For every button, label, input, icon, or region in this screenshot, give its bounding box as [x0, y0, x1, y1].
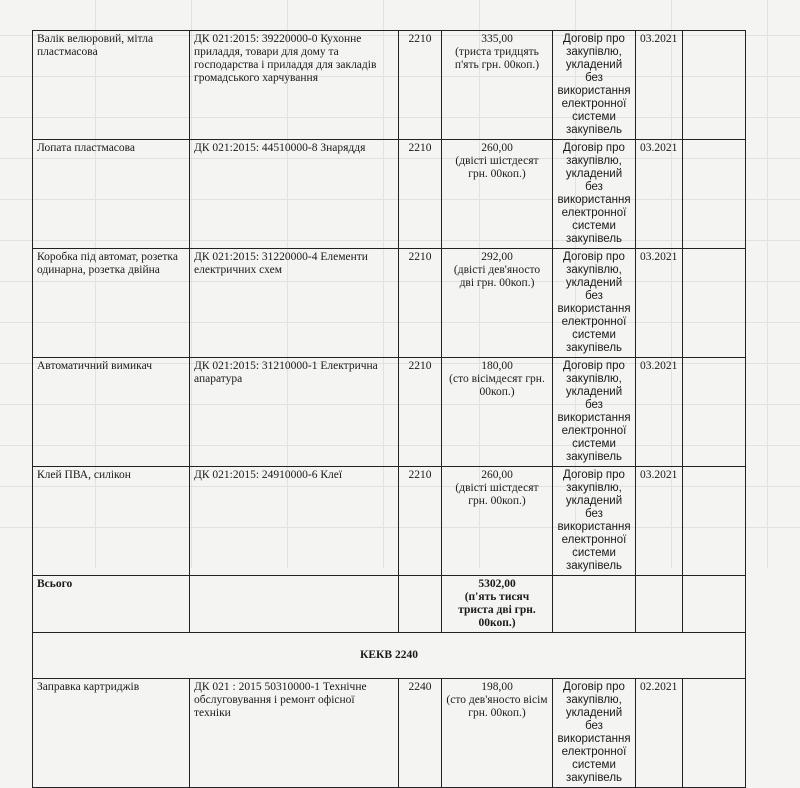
section-row — [33, 633, 746, 679]
item-sum-cell — [442, 31, 553, 140]
item-name: Автоматичний вимикач — [33, 358, 190, 467]
item-name: Коробка під автомат, розетка одинарна, розетка двійна — [33, 249, 190, 358]
item-kekv: 2210 — [399, 358, 442, 467]
total-empty-cell — [553, 576, 636, 633]
table-row — [33, 467, 746, 576]
item-code: ДК 021:2015: 31210000-1 Електрична апаратура — [190, 358, 399, 467]
item-date: 03.2021 — [636, 249, 683, 358]
item-note — [683, 679, 746, 788]
item-sum-cell — [442, 140, 553, 249]
total-empty-cell — [683, 576, 746, 633]
item-procedure: Договір про закупівлю, укладений без використання електронної системи закупівель — [553, 140, 636, 249]
item-sum-words: (двісті дев'яносто дві грн. 00коп.) — [453, 264, 541, 289]
item-sum-words: (сто вісімдесят грн. 00коп.) — [449, 373, 545, 398]
item-name: Лопата пластмасова — [33, 140, 190, 249]
item-sum: 292,00 — [481, 251, 513, 263]
procurement-plan-table — [32, 30, 746, 788]
item-code: ДК 021:2015: 39220000-0 Кухонне приладдя, товари для дому та господарства і приладдя для закладів громадського харчування — [190, 31, 399, 140]
item-date: 03.2021 — [636, 31, 683, 140]
section-title: КЕКВ 2240 — [33, 633, 746, 679]
item-sum: 198,00 — [481, 681, 513, 693]
item-kekv: 2240 — [399, 679, 442, 788]
item-sum-cell — [442, 249, 553, 358]
item-date: 03.2021 — [636, 140, 683, 249]
item-date: 03.2021 — [636, 467, 683, 576]
item-kekv: 2210 — [399, 140, 442, 249]
total-empty-cell — [399, 576, 442, 633]
item-date: 02.2021 — [636, 679, 683, 788]
item-sum-cell — [442, 679, 553, 788]
table-row — [33, 249, 746, 358]
item-kekv: 2210 — [399, 467, 442, 576]
item-name: Валік велюровий, мітла пластмасова — [33, 31, 190, 140]
item-sum: 260,00 — [481, 469, 513, 481]
item-sum-words: (двісті шістдесят грн. 00коп.) — [455, 155, 539, 180]
item-kekv: 2210 — [399, 249, 442, 358]
table-row — [33, 140, 746, 249]
item-note — [683, 249, 746, 358]
item-sum-words: (сто дев'яносто вісім грн. 00коп.) — [446, 694, 548, 719]
item-sum-words: (триста тридцять п'ять грн. 00коп.) — [454, 46, 540, 71]
total-empty-cell — [636, 576, 683, 633]
item-procedure: Договір про закупівлю, укладений без використання електронної системи закупівель — [553, 358, 636, 467]
item-name: Заправка картриджів — [33, 679, 190, 788]
total-label: Всього — [33, 576, 190, 633]
item-note — [683, 140, 746, 249]
item-sum: 180,00 — [481, 360, 513, 372]
table-row — [33, 358, 746, 467]
item-sum: 260,00 — [481, 142, 513, 154]
total-row — [33, 576, 746, 633]
item-code: ДК 021 : 2015 50310000-1 Технічне обслуговування і ремонт офісної техніки — [190, 679, 399, 788]
item-kekv: 2210 — [399, 31, 442, 140]
table-row — [33, 31, 746, 140]
total-empty-cell — [190, 576, 399, 633]
item-procedure: Договір про закупівлю, укладений без використання електронної системи закупівель — [553, 679, 636, 788]
table-row — [33, 679, 746, 788]
item-note — [683, 358, 746, 467]
item-sum: 335,00 — [481, 33, 513, 45]
item-procedure: Договір про закупівлю, укладений без використання електронної системи закупівель — [553, 249, 636, 358]
item-procedure: Договір про закупівлю, укладений без використання електронної системи закупівель — [553, 31, 636, 140]
total-sum-cell — [442, 576, 553, 633]
item-code: ДК 021:2015: 31220000-4 Елементи електричних схем — [190, 249, 399, 358]
total-sum: 5302,00 — [478, 578, 516, 590]
item-sum-cell — [442, 358, 553, 467]
item-procedure: Договір про закупівлю, укладений без використання електронної системи закупівель — [553, 467, 636, 576]
item-name: Клей ПВА, силікон — [33, 467, 190, 576]
item-code: ДК 021:2015: 44510000-8 Знаряддя — [190, 140, 399, 249]
item-note — [683, 467, 746, 576]
item-code: ДК 021:2015: 24910000-6 Клеї — [190, 467, 399, 576]
item-note — [683, 31, 746, 140]
total-sum-words: (п'ять тисяч триста дві грн. 00коп.) — [458, 591, 536, 629]
item-sum-words: (двісті шістдесят грн. 00коп.) — [455, 482, 539, 507]
item-date: 03.2021 — [636, 358, 683, 467]
item-sum-cell — [442, 467, 553, 576]
